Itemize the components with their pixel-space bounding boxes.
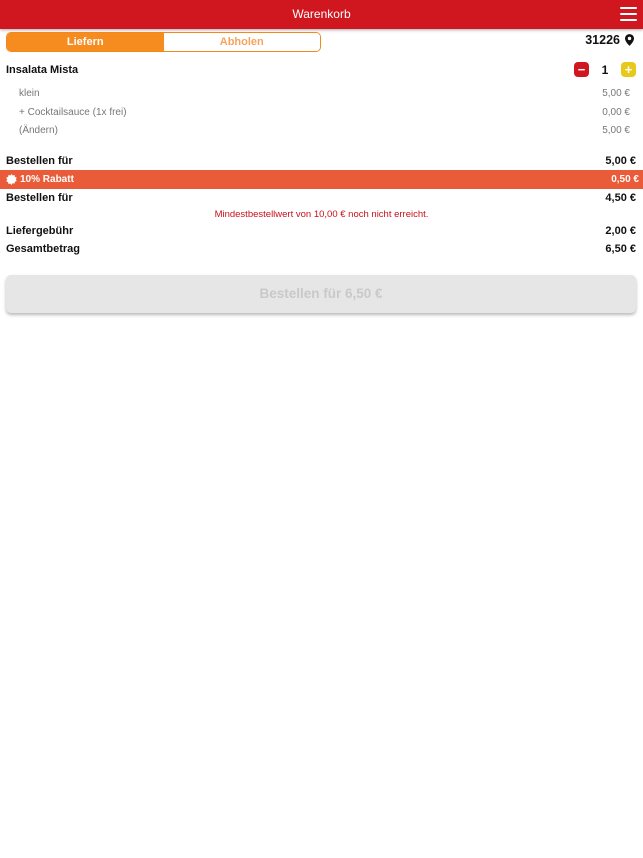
page-title: Warenkorb — [292, 7, 351, 21]
app-header — [0, 0, 643, 29]
discounted-subtotal-label: Bestellen für — [6, 191, 73, 204]
item-name: Insalata Mista — [6, 64, 79, 76]
discount-label-group — [6, 174, 74, 185]
quantity-stepper — [574, 62, 636, 77]
tab-abholen[interactable]: Abholen — [164, 33, 321, 51]
spacer — [0, 141, 643, 152]
cart-item — [0, 55, 643, 85]
tab-liefern[interactable]: Liefern — [7, 33, 164, 51]
quantity-value: 1 — [601, 62, 609, 77]
subtotal-value: 5,00 € — [605, 154, 636, 167]
delivery-fee-value: 2,00 € — [605, 224, 636, 237]
subtotal-row — [0, 152, 643, 170]
total-label: Gesamtbetrag — [6, 242, 80, 255]
discount-label: 10% Rabatt — [20, 173, 74, 185]
min-order-warning: Mindestbestellwert von 10,00 € noch nicht erreicht. — [214, 208, 429, 220]
item-option-row — [0, 122, 643, 141]
option-label: klein — [19, 88, 40, 99]
discounted-subtotal-row — [0, 189, 643, 207]
total-value: 6,50 € — [605, 242, 636, 255]
delivery-mode-toggle — [6, 32, 321, 52]
delivery-mode-row — [0, 29, 643, 55]
badge-icon — [6, 174, 17, 185]
option-price: 0,00 € — [602, 106, 630, 118]
postal-code: 31226 — [585, 33, 620, 47]
discounted-subtotal-value: 4,50 € — [605, 191, 636, 204]
location-selector[interactable] — [585, 33, 634, 47]
subtotal-label: Bestellen für — [6, 154, 73, 167]
item-option-row — [0, 85, 643, 104]
hamburger-menu-icon[interactable] — [620, 7, 637, 21]
discount-value: 0,50 € — [611, 173, 639, 185]
option-label: + Cocktailsauce (1x frei) — [19, 106, 127, 118]
discount-bar — [0, 170, 643, 189]
edit-item-link[interactable]: (Ändern) — [19, 125, 58, 136]
increase-quantity-button[interactable]: + — [621, 62, 636, 77]
option-price: 5,00 € — [602, 125, 630, 136]
delivery-fee-label: Liefergebühr — [6, 224, 74, 237]
delivery-fee-row — [0, 222, 643, 240]
place-order-button[interactable]: Bestellen für 6,50 € — [6, 275, 636, 313]
option-price: 5,00 € — [602, 88, 630, 99]
item-option-row — [0, 104, 643, 123]
location-pin-icon — [625, 34, 634, 46]
decrease-quantity-button[interactable]: − — [574, 62, 589, 77]
total-row — [0, 240, 643, 258]
